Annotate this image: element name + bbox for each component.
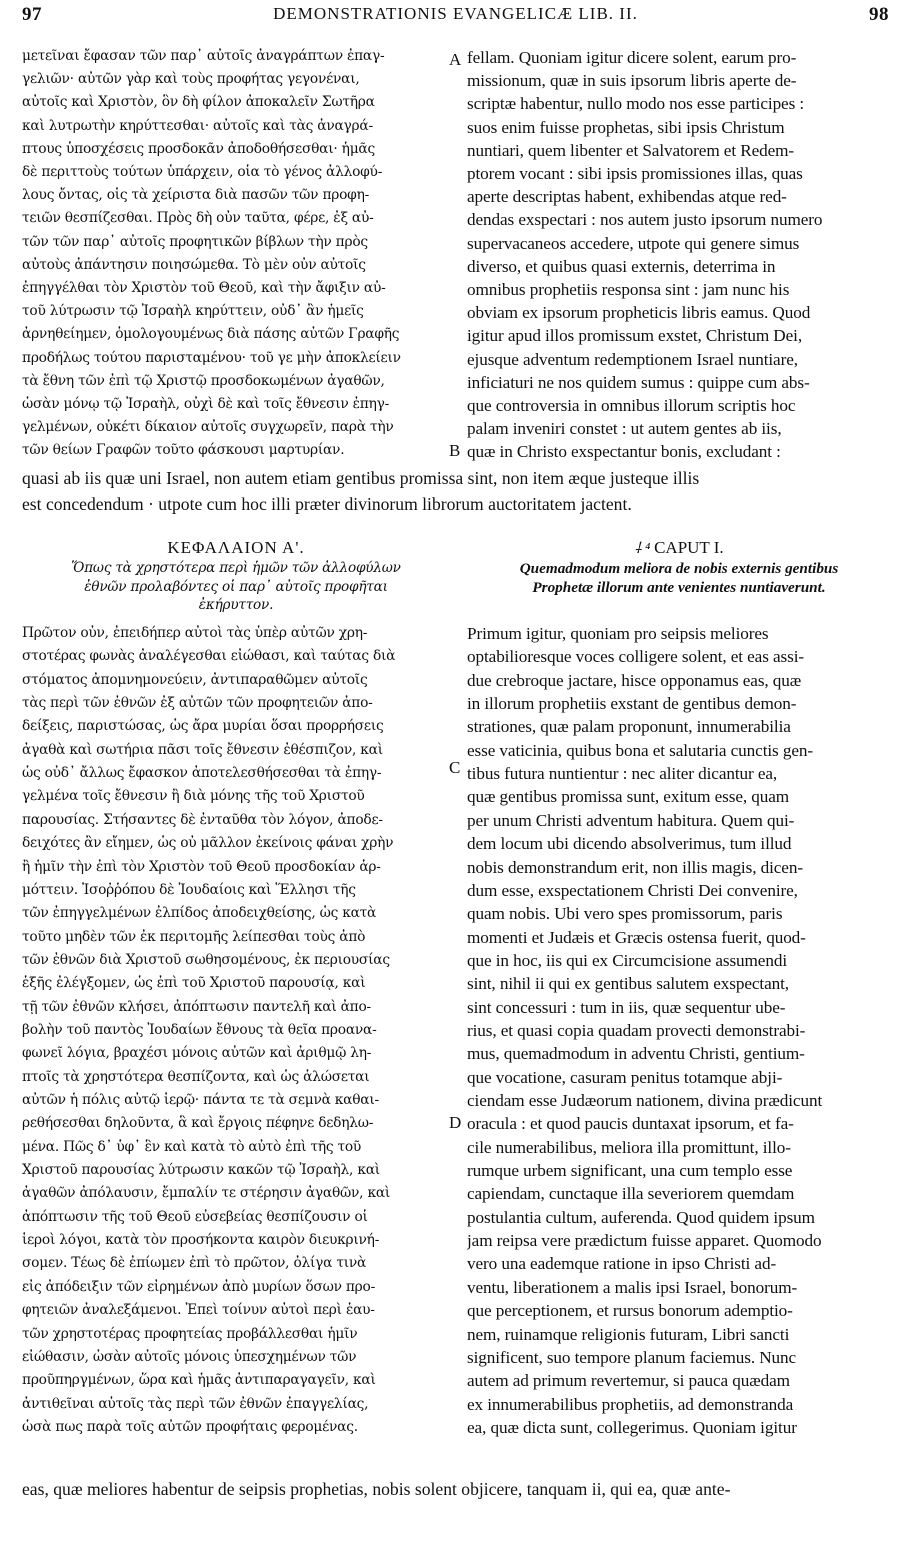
greek-text-line: ὡσὰν μόνῳ τῷ Ἰσραὴλ, οὐχὶ δὲ καὶ τοῖς ἔθνεσιν ἐπηγ-: [22, 396, 390, 412]
greek-text-line: φητειῶν ἀναλεξάμενοι. Ἐπεὶ τοίνυν αὐτοὶ περὶ ἑαυ-: [22, 1302, 375, 1319]
greek-text-line: αὐτοὺς ἀπάντησιν ποιησώμεθα. Τὸ μὲν οὖν αὐτοῖς: [22, 256, 366, 273]
greek-text-line: δείξεις, παριστώσας, ὡς ἄρα μυρίαι ὅσαι προρρήσεις: [22, 718, 384, 735]
latin-text-line: significent, suo tempore planum faciemus. Nunc: [467, 1347, 797, 1367]
greek-text-line: μόττειν. Ἰσοῤῥόπου δὲ Ἰουδαίοις καὶ Ἕλλησι τῆς: [22, 881, 356, 898]
latin-text-line: ventu, liberationem a malis ipsi Israel, bonorum-: [467, 1277, 798, 1297]
latin-text-line: oracula : et quod paucis duntaxat ipsorum, et fa-: [467, 1114, 794, 1134]
greek-subtitle-line: Ὅπως τὰ χρηστότερα περὶ ἡμῶν τῶν ἀλλοφύλων: [71, 560, 401, 576]
margin-marker-d: D: [449, 1113, 462, 1132]
latin-text-line: nobis demonstrandum erit, non illis magis, dicen-: [467, 857, 803, 877]
greek-text-line: τῶν ἐπηγγελμένων ἐλπίδος ἀποδειχθείσης, ὡς κατὰ: [22, 905, 377, 922]
latin-text-line: que in hoc, iis qui ex Circumcisione assumendi: [467, 950, 787, 970]
latin-full-line: est concedendum · utpote cum hoc illi præter divinorum librorum auctoritatem jactent.: [22, 494, 632, 514]
greek-text-line: ἀρνηθείημεν, ὁμολογουμένως διὰ πάσης αὐτῶν Γραφῆς: [22, 326, 400, 343]
greek-text-line: ρεθήσεσθαι δηλοῦντα, ἃ καὶ ἔργοις πέφηνε δεδηλω-: [22, 1115, 374, 1132]
latin-text-line: rius, et quasi copia quadam provecti demonstrabi-: [467, 1020, 806, 1040]
greek-text-line: ἱεροὶ λόγοι, κατὰ τὸν προσήκοντα καιρὸν διευκρινή-: [22, 1232, 380, 1249]
latin-text-line: mus, quemadmodum in adventu Christi, gentium-: [467, 1044, 805, 1064]
latin-text-line: nuntiari, quem libenter et Salvatorem et Redem-: [467, 140, 795, 160]
latin-text-line: capiendam, cunctaque illa severiorem quemdam: [467, 1184, 795, 1204]
greek-text-line: ἐπηγγέλθαι τὸν Χριστὸν τοῦ Θεοῦ, καὶ τὴν ἄφιξιν αὐ-: [22, 280, 386, 296]
greek-text-line: πτοῖς τὰ χρηστότερα θεσπίζοντα, καὶ ὡς ἁλώσεται: [22, 1068, 370, 1085]
latin-text-line: scriptæ habentur, nullo modo nos esse participes :: [467, 94, 805, 114]
greek-subtitle-line: ἐκήρυττον.: [198, 597, 274, 613]
greek-text-line: σομεν. Τέως δὲ ἐπίωμεν ἐπὶ τὸ πρῶτον, ὀλίγα τινὰ: [22, 1255, 367, 1272]
latin-text-line: momenti et Judæis et Græcis ostensa fuerit, quod-: [467, 927, 806, 947]
latin-text-line: tibus futura nuntientur : nec aliter dicantur ea,: [467, 764, 778, 784]
latin-text-line: quæ gentibus promissa sunt, exitum esse, quam: [467, 787, 790, 807]
greek-text-line: Χριστοῦ παρουσίας λύτρωσιν κακῶν τῷ Ἰσραὴλ, καὶ: [22, 1162, 380, 1179]
greek-text-line: τοῦ λύτρωσιν τῷ Ἰσραὴλ κηρύττειν, οὐδ᾽ ἂν ἡμεῖς: [22, 303, 364, 320]
greek-text-line: γελμένων, οὐκέτι δίκαιον αὐτοῖς συγχωρεῖν, παρὰ τὴν: [22, 419, 394, 436]
greek-text-line: ἀγαθὰ καὶ σωτήρια πᾶσι τοῖς ἔθνεσιν ἐθέσπιζον, καὶ: [22, 741, 383, 758]
latin-text-line: missionum, quæ in suis ipsorum libris aperte de-: [467, 71, 797, 91]
greek-text-line: γελμένα τοῖς ἔθνεσιν ἢ διὰ μόνης τῆς τοῦ Χριστοῦ: [22, 788, 365, 805]
latin-text-line: aperte descriptas habent, exhibendas atque red-: [467, 187, 787, 207]
latin-text-line: sint concessuri : tum in iis, quæ sequentur ube-: [467, 997, 786, 1017]
greek-text-line: αὐτῶν ἡ πόλις αὐτῷ ἱερῷ· πάντα τε τὰ σεμνὰ καθαι-: [22, 1092, 379, 1108]
latin-text-line: vero una eademque ratione in ipso Christi ad-: [467, 1254, 777, 1274]
greek-text-line: μένα. Πῶς δ᾽ ὑφ᾽ ἓν καὶ κατὰ τὸ αὐτὸ ἐπὶ τῆς τοῦ: [22, 1138, 362, 1155]
greek-text-line: τῇ τῶν ἐθνῶν κλήσει, ἀπόπτωσιν παντελῆ καὶ ἀπο-: [22, 998, 371, 1015]
greek-text-line: τῶν χρηστοτέρας προφητείας προβάλλεσθαι ἡμῖν: [22, 1325, 358, 1342]
latin-text-line: strationes, quæ palam proponunt, innumerabilia: [467, 717, 791, 737]
latin-text-line: igitur apud illos promissum exstet, Christum Dei,: [467, 326, 803, 346]
greek-text-line: τειῶν θεσπίζεσθαι. Πρὸς δὴ οὖν ταῦτα, φέρε, ἐξ αὐ-: [22, 210, 374, 227]
margin-marker-c: C: [449, 758, 461, 777]
greek-text-line: φωνεῖ λόγια, βραχέσι μόνοις αὐτῶν καὶ ἀριθμῷ λη-: [22, 1045, 372, 1062]
latin-text-line: ejusque adventum redemptionem Israel nuntiare,: [467, 349, 798, 369]
latin-text-line: supervacaneos accedere, utpote qui genere simus: [467, 233, 800, 253]
greek-text-line: παρουσίας. Στήσαντες δὲ ἐνταῦθα τὸν λόγον, ἀποδε-: [22, 811, 383, 828]
latin-text-line: in illorum prophetiis exstant de gentibus demon-: [467, 694, 797, 714]
greek-text-line: τῶν θείων Γραφῶν τοῦτο φάσκουσι μαρτυρίαν.: [22, 442, 345, 459]
greek-text-line: τοῦτο μηδὲν τῶν ἐκ περιτομῆς λείπεσθαι τοὺς ἀπὸ: [22, 928, 366, 945]
latin-subtitle-line: Prophetæ illorum ante venientes nuntiaverunt.: [532, 578, 826, 596]
latin-text-line: dem locum ubi dicendo absolverimus, tum illud: [467, 834, 792, 854]
greek-text-line: δὲ περιττοὺς τούτων ὑπάρχειν, οἷα τὸ γένος ἀλλοφύ-: [22, 164, 383, 180]
latin-text-line: omnibus prophetiis responsa sint : jam nunc his: [467, 280, 790, 299]
greek-text-line: Πρῶτον οὖν, ἐπειδήπερ αὐτοὶ τὰς ὑπὲρ αὐτῶν χρη-: [22, 625, 368, 641]
greek-text-line: λους ὄντας, οἷς τὰ χείριστα διὰ πασῶν τῶν προφη-: [22, 187, 370, 204]
greek-text-line: προῦπηργμένων, ὥρα καὶ ἡμᾶς ἀντιπαραγαγεῖν, καὶ: [22, 1372, 376, 1389]
latin-text-line: cile numerabilibus, meliora illa promittunt, illo-: [467, 1137, 791, 1157]
margin-note-symbol: ⸸ ⁴: [634, 541, 655, 557]
latin-text-line: due crebroque jactare, hisce opponamus eas, quæ: [467, 670, 802, 690]
latin-text-line: que perceptionem, et rursus bonorum ademptio-: [467, 1301, 793, 1321]
greek-text-line: καὶ λυτρωτὴν κηρύττεσθαι· αὐτοῖς καὶ τὰς ἀναγρά-: [22, 117, 373, 134]
greek-text-line: τὰ ἔθνη τῶν ἐπὶ τῷ Χριστῷ προσδοκωμένων ἀγαθῶν,: [22, 372, 385, 389]
latin-text-line: dum esse, exspectationem Christi Dei convenire,: [467, 880, 798, 900]
greek-text-line: βολὴν τοῦ παντὸς Ἰουδαίων ἔθνους τὰ θεῖα προανα-: [22, 1021, 377, 1038]
greek-text-line: ἑξῆς ἐλέγξομεν, ὡς ἐπὶ τοῦ Χριστοῦ παρουσίᾳ, καὶ: [22, 975, 366, 992]
greek-text-line: αὐτοῖς καὶ Χριστὸν, ὃν δὴ φίλον ἀποκαλεῖν Σωτῆρα: [22, 94, 375, 111]
latin-text-line: fellam. Quoniam igitur dicere solent, earum pro-: [467, 48, 797, 67]
latin-text-line: quam nobis. Ubi vero spes promissorum, paris: [467, 904, 783, 924]
latin-chapter-heading: [467, 538, 891, 558]
latin-text-line: nem, ruinamque religionis futuram, Libri sancti: [467, 1324, 790, 1344]
greek-text-line: προδήλως τούτου παρισταμένου· τοῦ γε μὴν ἀποκλείειν: [22, 349, 401, 366]
latin-text-line: obviam ex ipsorum propheticis libris eamus. Quod: [467, 303, 811, 323]
greek-text-line: εἰώθασιν, ὡσὰν αὐτοῖς μόνοις ὑπεσχημένων τῶν: [22, 1348, 357, 1365]
latin-text-line: ciendam esse Judæorum nationem, divina prædicunt: [467, 1091, 823, 1110]
greek-text-line: δειχότες ἂν εἴημεν, ὡς οὐ μᾶλλον ἐκείνοις φάναι χρὴν: [22, 835, 394, 852]
latin-text-line: que controversia in omnibus illorum scriptis hoc: [467, 396, 796, 415]
latin-text-line: que vocatione, casuram penitus totamque abji-: [467, 1067, 783, 1087]
greek-text-line: τῶν τῶν παρ᾽ αὐτοῖς προφητικῶν βίβλων τὴν πρὸς: [22, 233, 368, 250]
greek-text-line: στόματος ἀπομνημονεύειν, ἀντιπαραθῶμεν αὐτοῖς: [22, 671, 368, 688]
latin-text-line: suos enim fuisse prophetas, sibi ipsis Christum: [467, 117, 785, 137]
latin-text-line: inficiaturi ne nos quidem sumus : quippe cum abs-: [467, 372, 810, 392]
greek-text-line: ὡσὰ πως παρὰ τοῖς αὐτῶν προφήταις φερομένας.: [22, 1418, 358, 1435]
page-number-left: 97: [22, 4, 42, 25]
greek-text-line: μετεῖναι ἔφασαν τῶν παρ᾽ αὐτοῖς ἀναγράπτων ἐπαγ-: [22, 48, 385, 64]
latin-text-line: jam reipsa vere prædictum fuisse apparet. Quomodo: [467, 1231, 822, 1251]
latin-full-line: eas, quæ meliores habentur de seipsis prophetias, nobis solent objicere, tanquam ii, qui ea, quæ ante-: [22, 1479, 731, 1499]
margin-marker-b: B: [449, 441, 461, 460]
greek-chapter-heading: ΚΕΦΑΛΑΙΟΝ Α'.: [167, 538, 305, 557]
latin-text-line: ea, quæ dicta sunt, collegerimus. Quoniam igitur: [467, 1417, 797, 1437]
greek-text-line: ὡς οὐδ᾽ ἄλλως ἔφασκον ἀποτελεσθήσεσθαι τὰ ἐπηγ-: [22, 765, 382, 782]
latin-text-line: ptorem vocant : sibi ipsis promissiones illas, quas: [467, 164, 803, 183]
greek-text-line: τὰς περὶ τῶν ἐθνῶν ἐξ αὐτῶν τῶν προφητειῶν ἀπο-: [22, 695, 373, 712]
page-number-right: 98: [869, 4, 889, 25]
latin-chapter-label: CAPUT I.: [654, 538, 724, 557]
greek-text-line: ἀπόπτωσιν τῆς τοῦ Θεοῦ εὐσεβείας θεσπίζουσιν οἱ: [22, 1208, 368, 1225]
greek-text-line: ἢ ἡμῖν τὴν ἐπὶ τὸν Χριστὸν τοῦ Θεοῦ προσδοκίαν ἁρ-: [22, 858, 381, 875]
greek-text-line: ἀγαθῶν ἀπόλαυσιν, ἔμπαλίν τε στέρησιν ἀγαθῶν, καὶ: [22, 1185, 391, 1202]
latin-text-line: autem ad primum revertemur, si pauca quædam: [467, 1371, 790, 1391]
greek-text-line: τῶν ἐθνῶν διὰ Χριστοῦ σωθησομένους, ἐκ περιουσίας: [22, 951, 390, 968]
latin-text-line: dendas exspectari : nos autem justo ipsorum numero: [467, 210, 823, 230]
greek-text-line: εἰς ἀπόδειξιν τῶν εἰρημένων ἀπὸ μυρίων ὅσων προ-: [22, 1278, 375, 1295]
greek-text-line: γελιῶν· αὐτῶν γὰρ καὶ τοὺς προφήτας γεγονέναι,: [22, 71, 360, 88]
running-title: DEMONSTRATIONIS EVANGELICÆ LIB. II.: [273, 4, 638, 23]
latin-text-line: quæ in Christo exspectantur bonis, excludant :: [467, 442, 781, 462]
latin-subtitle-line: Quemadmodum meliora de nobis externis gentibus: [519, 560, 839, 577]
running-header: [22, 4, 889, 30]
latin-full-line: quasi ab iis quæ uni Israel, non autem etiam gentibus promissa sint, non item æque justeque illis: [22, 468, 700, 488]
latin-text-line: postulantia cultum, auferenda. Quod quidem ipsum: [467, 1207, 815, 1227]
latin-text-line: per unum Christi adventum habitura. Quem qui-: [467, 810, 795, 830]
latin-text-line: diverso, et quibus quasi externis, deterrima in: [467, 256, 776, 276]
greek-text-line: στοτέρας φωνὰς ἀναλέγεσθαι εἰώθασι, καὶ ταύτας διὰ: [22, 648, 396, 665]
latin-text-line: ex innumerabilibus prophetiis, ad demonstranda: [467, 1394, 794, 1414]
greek-subtitle-line: ἐθνῶν προλαβόντες οἱ παρ᾽ αὐτοῖς προφῆται: [84, 578, 388, 595]
margin-marker-a: A: [449, 50, 462, 69]
latin-text-line: esse vaticinia, quibus bona et salutaria cunctis gen-: [467, 740, 813, 760]
latin-text-line: rumque urbem significant, una cum templo esse: [467, 1161, 793, 1181]
latin-text-line: sint, nihil ii qui ex gentibus salutem exspectant,: [467, 974, 789, 994]
greek-text-line: ἀντιθεῖναι αὐτοῖς τὰς περὶ τῶν ἐθνῶν ἐπαγγελίας,: [22, 1395, 369, 1412]
latin-text-line: Primum igitur, quoniam pro seipsis meliores: [467, 624, 769, 643]
latin-text-line: optabilioresque voces colligere solent, et eas assi-: [467, 647, 805, 667]
greek-text-line: πτους ὑποσχέσεις προσδοκᾶν ἀποδοθήσεσθαι· ἡμᾶς: [22, 140, 375, 157]
latin-text-line: palam inveniri constet : ut autem gentes ab iis,: [467, 419, 782, 439]
